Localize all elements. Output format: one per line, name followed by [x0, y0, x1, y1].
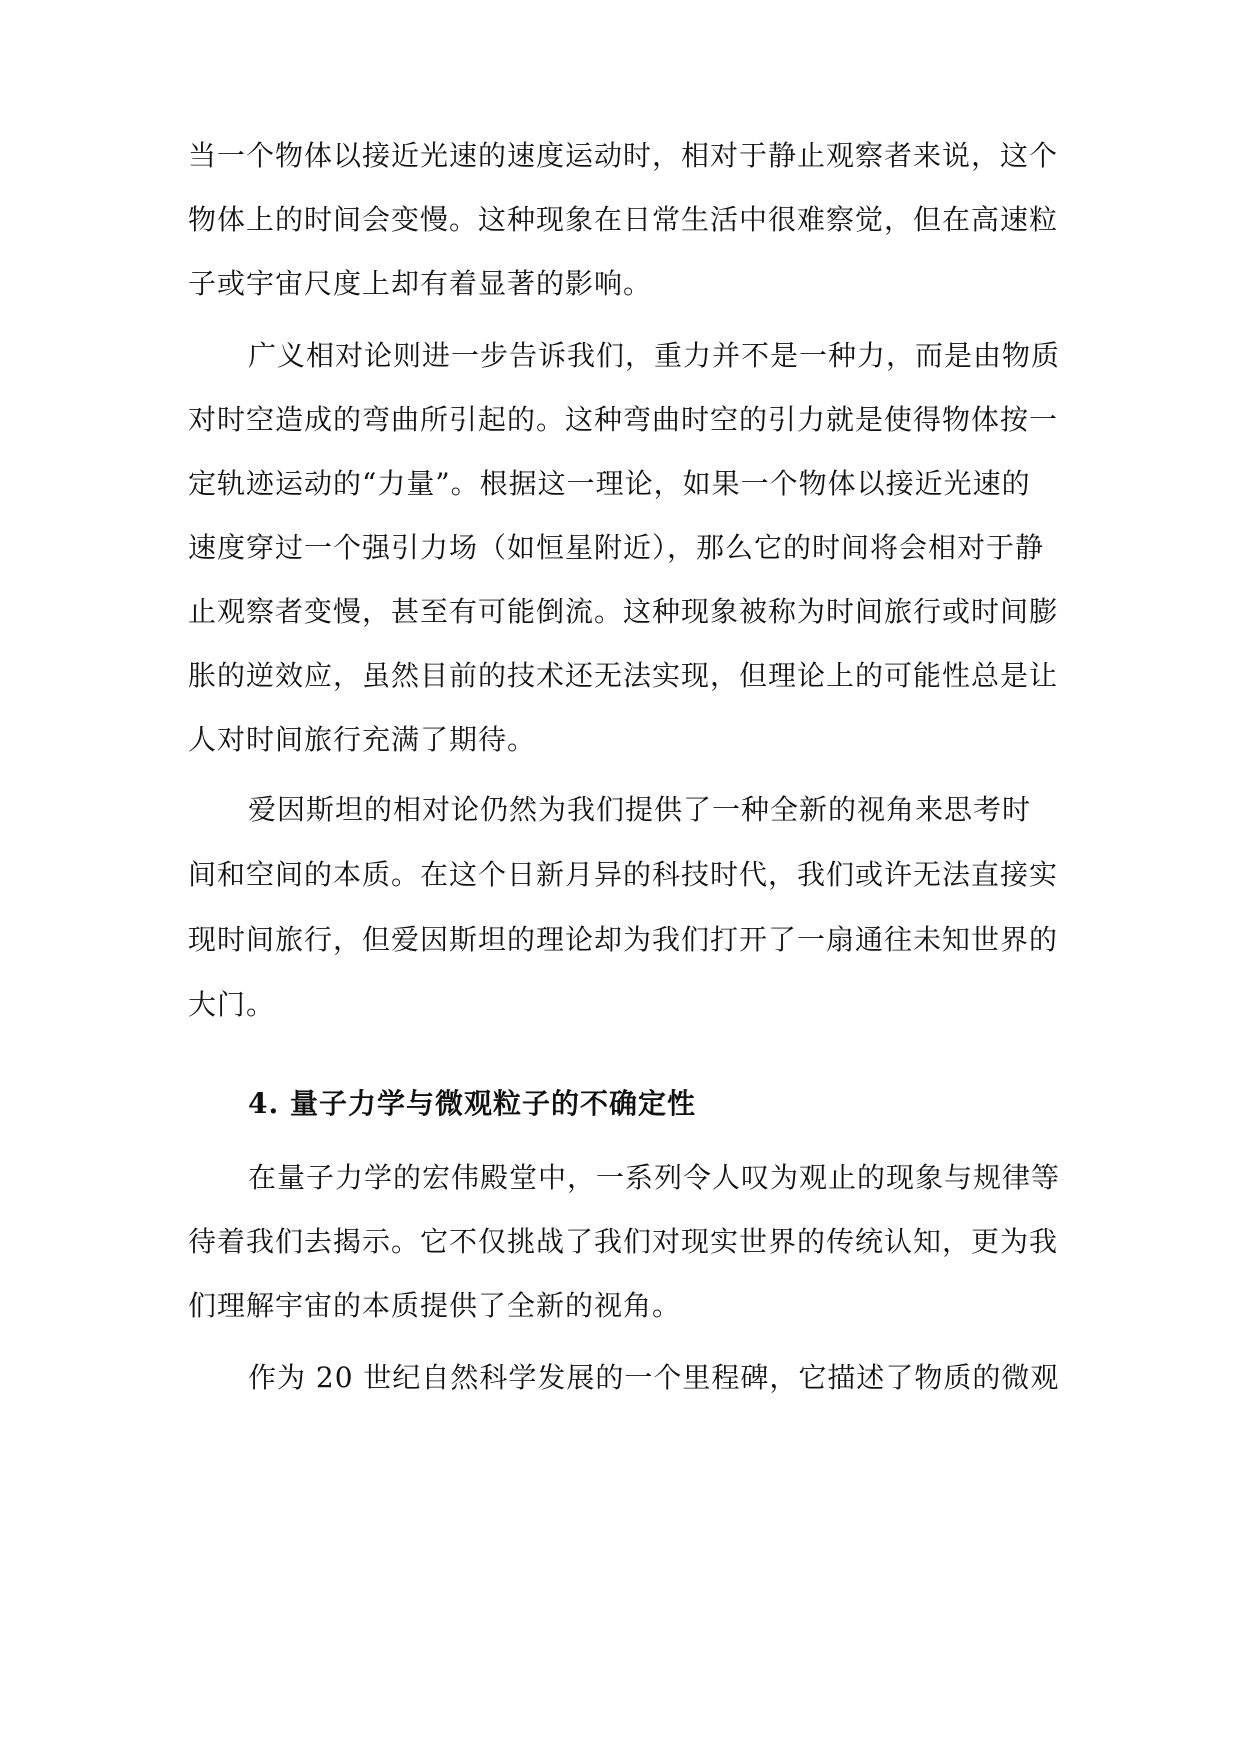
paragraph-line: 待着我们去揭示。它不仅挑战了我们对现实世界的传统认知，更为我: [188, 1225, 1059, 1258]
paragraph-line: 现时间旅行，但爱因斯坦的理论却为我们打开了一扇通往未知世界的: [188, 923, 1059, 956]
paragraph-line: 们理解宇宙的本质提供了全新的视角。: [188, 1289, 682, 1322]
paragraph-line: 爱因斯坦的相对论仍然为我们提供了一种全新的视角来思考时: [248, 793, 1032, 826]
paragraph-line: 子或宇宙尺度上却有着显著的影响。: [188, 267, 653, 300]
paragraph-line: 当一个物体以接近光速的速度运动时，相对于静止观察者来说，这个: [188, 139, 1059, 172]
paragraph-line: 作为 20 世纪自然科学发展的一个里程碑，它描述了物质的微观: [248, 1361, 1060, 1394]
paragraph-line: 广义相对论则进一步告诉我们，重力并不是一种力，而是由物质: [248, 339, 1061, 372]
paragraph-line: 物体上的时间会变慢。这种现象在日常生活中很难察觉，但在高速粒: [188, 203, 1059, 236]
paragraph-line: 在量子力学的宏伟殿堂中，一系列令人叹为观止的现象与规律等: [248, 1161, 1061, 1194]
paragraph-line: 大门。: [188, 988, 276, 1021]
paragraph-line: 胀的逆效应，虽然目前的技术还无法实现，但理论上的可能性总是让: [188, 659, 1059, 692]
paragraph-line: 间和空间的本质。在这个日新月异的科技时代，我们或许无法直接实: [188, 858, 1059, 891]
section-heading: 4. 量子力学与微观粒子的不确定性: [248, 1087, 696, 1120]
paragraph-line: 定轨迹运动的“力量”。根据这一理论，如果一个物体以接近光速的: [188, 467, 1031, 500]
paragraph-line: 止观察者变慢，甚至有可能倒流。这种现象被称为时间旅行或时间膨: [188, 595, 1059, 628]
paragraph-line: 人对时间旅行充满了期待。: [188, 723, 537, 756]
paragraph-line: 对时空造成的弯曲所引起的。这种弯曲时空的引力就是使得物体按一: [188, 403, 1059, 436]
paragraph-line: 速度穿过一个强引力场（如恒星附近），那么它的时间将会相对于静: [188, 531, 1045, 564]
